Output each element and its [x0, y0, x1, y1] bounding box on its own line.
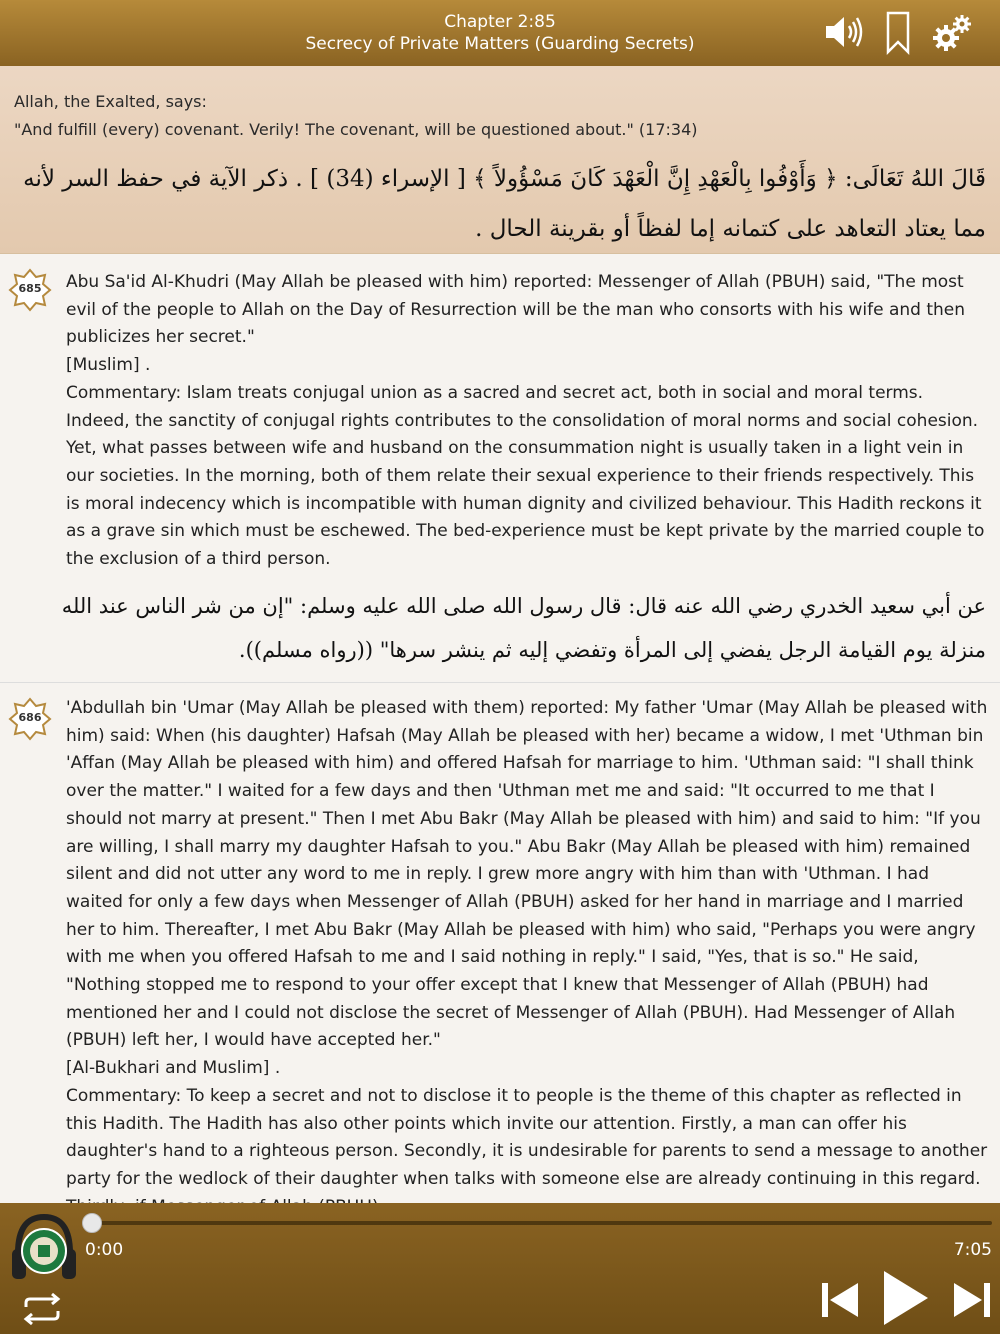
bookmark-icon[interactable] [885, 10, 911, 56]
hadith-number: 685 [18, 282, 42, 295]
intro-arabic-text: قَالَ اللهُ تَعَالَى: ﴿ وَأَوْفُوا بِالْعَهْدِ إِنَّ الْعَهْدَ كَانَ مَسْؤُولاً ﴾ [ الإسراء (34) ] . ذكر الآية في حفظ السر لأنه مما يعتاد التعاهد على كتمانه إما لفظاً أو بقرينة الحال . [23, 166, 986, 242]
hadith-english-text: Abu Sa'id Al-Khudri (May Allah be pleased with him) reported: Messenger of Allah (PBUH) said, "The most evil of the people to Allah on the Day of Resurrection will be the man who consorts with his wife and then publicizes her secret." [Muslim] . Commentary: Islam treats conjugal union as a sacred and secret act, both in social and moral terms. Indeed, the sanctity of conjugal rights contributes to the consolidation of moral norms and social cohesion. Yet, what passes between wife and husband on the consummation night is usually taken in a light vein in our societies. In the morning, both of them relate their sexual experience to their friends respectively. This is moral indecency which is incompatible with human dignity and civilized behaviour. This Hadith reckons it as a grave sin which must be eschewed. The bed-experience must be kept private by the married couple to the exclusion of a third person. [66, 272, 985, 570]
reciter-logo-icon [8, 1209, 80, 1285]
hadith-arabic-text: عن أبي سعيد الخدري رضي الله عنه قال: قال رسول الله صلى الله عليه وسلم: "إن من شر الناس عند الله منزلة يوم القيامة الرجل يفضي إلى المرأة وتفضي إليه ثم ينشر سرها" ((رواه مسلم)). [61, 594, 986, 662]
play-icon[interactable] [880, 1267, 930, 1329]
chapter-intro [0, 66, 1000, 254]
hadith-number: 686 [18, 711, 42, 724]
progress-thumb[interactable] [82, 1213, 102, 1233]
chapter-number: Chapter 2:85 [444, 12, 556, 32]
speaker-icon[interactable] [822, 12, 864, 52]
hadith-english-text: 'Abdullah bin 'Umar (May Allah be pleased with them) reported: My father 'Umar (May Allah be pleased with him) said: When (his daughter) Hafsah (May Allah be pleased with her) became a widow, I met 'Uthman bin 'Affan (May Allah be pleased with him) and offered Hafsah for marriage to him. 'Uthman said: "I shall think over the matter." I waited for a few days and then 'Uthman met me and said: "It occurred to me that I should not marry at present." Then I met Abu Bakr (May Allah be pleased with him) and said to him: "If you are willing, I shall marry my daughter Hafsah to you." Abu Bakr (May Allah be pleased with him) remained silent and did not utter any word to me in reply. I grew more angry with him than with 'Uthman. I had waited for only a few days when Messenger of Allah (PBUH) asked for her hand in marriage and I married her to him. Thereafter, I met Abu Bakr (May Allah be pleased with him) who said, "Perhaps you were angry with me when you offered Hafsah to me and I said nothing in reply." I said, "Yes, that is so." He said, "Nothing stopped me to respond to your offer except that I knew that Messenger of Allah (PBUH) had mentioned her and I could not disclose the secret of Messenger of Allah (PBUH). Had Messenger of Allah (PBUH) left her, I would have accepted her." [Al-Bukhari and Muslim] . Commentary: To keep a secret and not to disclose it to people is the theme of this chapter as reflected in this Hadith. The Hadith has also other points which invite our attention. Firstly, a man can offer his daughter's hand to a righteous person. Secondly, it is undesirable for parents to send a message to another party for the wedlock of their daughter when talks with someone else are already continuing in this regard. [66, 698, 988, 1189]
gear-icon[interactable] [930, 12, 974, 54]
chapter-title: Secrecy of Private Matters (Guarding Secrets) [305, 34, 695, 54]
repeat-icon[interactable] [18, 1291, 66, 1327]
intro-heading: Allah, the Exalted, says: [14, 92, 207, 111]
duration-time: 7:05 [953, 1240, 992, 1260]
progress-track[interactable] [90, 1221, 992, 1225]
hadith-entry [0, 683, 1000, 1203]
top-bar [0, 0, 1000, 66]
next-track-icon[interactable] [952, 1279, 992, 1321]
hadith-entry [0, 254, 1000, 682]
audio-player [0, 1203, 1000, 1334]
current-time: 0:00 [85, 1240, 124, 1260]
intro-verse-translation: "And fulfill (every) covenant. Verily! The covenant, will be questioned about." (17:34) [14, 120, 698, 139]
previous-track-icon[interactable] [820, 1279, 860, 1321]
